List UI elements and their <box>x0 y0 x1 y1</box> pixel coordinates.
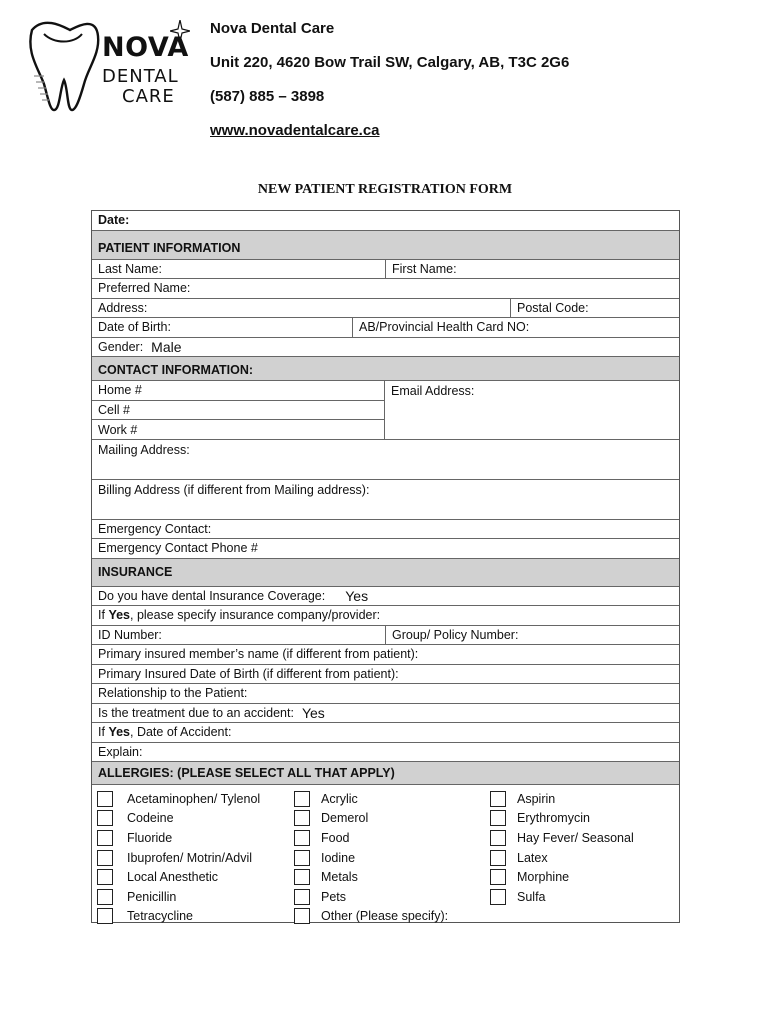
preferred-name-field[interactable] <box>92 279 679 299</box>
coverage-label: Do you have dental Insurance Coverage: <box>98 588 326 603</box>
member-name-label: Primary insured member’s name (if different from patient): <box>98 647 419 662</box>
checkbox[interactable] <box>490 869 506 885</box>
allergy-item[interactable] <box>490 867 634 887</box>
allergy-label: Fluoride <box>127 830 173 845</box>
allergy-item[interactable] <box>490 828 634 848</box>
allergy-label: Hay Fever/ Seasonal <box>517 830 634 845</box>
checkbox[interactable] <box>97 791 113 807</box>
checkbox[interactable] <box>490 830 506 846</box>
emergency-contact-field[interactable] <box>92 520 679 540</box>
date-label: Date: <box>98 213 130 228</box>
accident-value: Yes <box>301 704 325 721</box>
provider-if: If <box>98 608 105 623</box>
allergy-label: Sulfa <box>517 889 546 904</box>
clinic-website-link[interactable]: www.novadentalcare.ca <box>210 122 380 139</box>
allergy-label: Local Anesthetic <box>127 870 219 885</box>
checkbox[interactable] <box>97 908 113 924</box>
allergy-item[interactable] <box>490 809 634 829</box>
clinic-address: Unit 220, 4620 Bow Trail SW, Calgary, AB, T3C 2G6 <box>210 54 570 71</box>
checkbox[interactable] <box>97 850 113 866</box>
allergy-item[interactable] <box>294 828 448 848</box>
allergy-label: Ibuprofen/ Motrin/Advil <box>127 850 253 865</box>
coverage-value: Yes <box>345 587 369 604</box>
section-header-contact: CONTACT INFORMATION: <box>92 357 679 381</box>
home-phone-field[interactable]: Home # <box>92 381 384 401</box>
first-name-field[interactable]: First Name: <box>385 260 457 279</box>
accident-date-if: If <box>98 725 105 740</box>
checkbox[interactable] <box>490 810 506 826</box>
id-row <box>92 626 679 646</box>
member-dob-field[interactable] <box>92 665 679 685</box>
mailing-address-label: Mailing Address: <box>98 442 190 457</box>
date-field[interactable] <box>92 211 679 231</box>
work-phone-field[interactable]: Work # <box>98 422 138 437</box>
phone-fields <box>92 381 385 439</box>
allergy-label: Food <box>321 830 350 845</box>
tooth-icon <box>22 18 102 118</box>
address-field[interactable]: Address: <box>98 300 148 315</box>
dob-field[interactable]: Date of Birth: <box>98 320 171 335</box>
allergy-item[interactable] <box>97 867 260 887</box>
phone-email-block <box>92 381 679 440</box>
explain-label: Explain: <box>98 744 143 759</box>
allergy-label: Latex <box>517 850 548 865</box>
section-header-patient: PATIENT INFORMATION <box>92 231 679 260</box>
provider-label: , please specify insurance company/provider: <box>130 608 381 623</box>
clinic-info <box>210 20 569 156</box>
accident-date-label: , Date of Accident: <box>130 725 232 740</box>
allergy-item[interactable] <box>294 789 448 809</box>
registration-form <box>91 210 680 923</box>
allergy-label: Demerol <box>321 811 369 826</box>
allergy-item[interactable] <box>490 887 634 907</box>
cell-phone-field[interactable]: Cell # <box>92 401 384 421</box>
allergy-item[interactable] <box>490 848 634 868</box>
relationship-label: Relationship to the Patient: <box>98 686 248 701</box>
allergy-label: Codeine <box>127 811 174 826</box>
emergency-phone-label: Emergency Contact Phone # <box>98 541 258 556</box>
address-row <box>92 299 679 319</box>
allergy-label: Morphine <box>517 870 570 885</box>
logo-word-nova: NOVA <box>102 32 189 63</box>
member-dob-label: Primary Insured Date of Birth (if different from patient): <box>98 666 399 681</box>
checkbox[interactable] <box>294 908 310 924</box>
gender-label: Gender: <box>98 339 144 354</box>
last-name-field[interactable]: Last Name: <box>98 261 162 276</box>
allergy-label: Metals <box>321 870 358 885</box>
accident-date-yes: Yes <box>108 725 130 740</box>
allergy-column-2 <box>294 789 448 926</box>
allergy-item[interactable] <box>97 828 260 848</box>
checkbox[interactable] <box>97 810 113 826</box>
allergy-item[interactable] <box>294 848 448 868</box>
gender-value: Male <box>151 338 182 355</box>
preferred-name-label: Preferred Name: <box>98 281 191 296</box>
billing-address-field[interactable] <box>92 480 679 520</box>
group-policy-field[interactable]: Group/ Policy Number: <box>385 626 518 645</box>
checkbox[interactable] <box>490 791 506 807</box>
emergency-phone-field[interactable] <box>92 539 679 559</box>
accident-field[interactable] <box>92 704 679 724</box>
allergies-checklist <box>92 785 679 922</box>
checkbox[interactable] <box>294 830 310 846</box>
allergy-label: Other (Please specify): <box>321 909 449 924</box>
allergy-label: Aspirin <box>517 791 556 806</box>
allergy-column-3 <box>490 789 634 907</box>
checkbox[interactable] <box>97 830 113 846</box>
checkbox[interactable] <box>294 810 310 826</box>
allergy-item[interactable] <box>294 809 448 829</box>
checkbox[interactable] <box>294 889 310 905</box>
allergy-label: Acetaminophen/ Tylenol <box>127 791 261 806</box>
allergy-label: Acrylic <box>321 791 358 806</box>
clinic-logo <box>22 18 192 118</box>
allergy-item[interactable] <box>490 789 634 809</box>
allergy-label: Erythromycin <box>517 811 590 826</box>
logo-word-care: CARE <box>122 86 175 107</box>
allergy-item[interactable] <box>97 887 260 907</box>
allergy-label: Tetracycline <box>127 909 193 924</box>
checkbox[interactable] <box>294 791 310 807</box>
explain-field[interactable] <box>92 743 679 763</box>
mailing-address-field[interactable] <box>92 440 679 480</box>
allergy-item[interactable] <box>294 867 448 887</box>
allergy-label: Iodine <box>321 850 356 865</box>
member-name-field[interactable] <box>92 645 679 665</box>
billing-address-label: Billing Address (if different from Mailing address): <box>98 482 370 497</box>
allergy-item[interactable] <box>97 907 260 927</box>
allergy-label: Pets <box>321 889 347 904</box>
checkbox[interactable] <box>294 850 310 866</box>
allergy-item[interactable] <box>97 848 260 868</box>
checkbox[interactable] <box>97 869 113 885</box>
allergy-item[interactable] <box>294 907 448 927</box>
gender-field[interactable] <box>92 338 679 358</box>
name-row <box>92 260 679 280</box>
logo-word-dental: DENTAL <box>102 66 179 87</box>
provider-field[interactable] <box>92 606 679 626</box>
email-field[interactable]: Email Address: <box>391 384 475 398</box>
dob-row <box>92 318 679 338</box>
id-number-field[interactable]: ID Number: <box>98 627 162 642</box>
allergy-item[interactable] <box>294 887 448 907</box>
checkbox[interactable] <box>97 889 113 905</box>
postal-code-field[interactable]: Postal Code: <box>510 299 589 318</box>
section-header-allergies: ALLERGIES: (PLEASE SELECT ALL THAT APPLY) <box>92 762 679 785</box>
form-title: NEW PATIENT REGISTRATION FORM <box>257 182 513 197</box>
accident-label: Is the treatment due to an accident: <box>98 705 294 720</box>
provider-yes: Yes <box>108 608 130 623</box>
accident-date-field[interactable] <box>92 723 679 743</box>
allergy-column-1 <box>97 789 260 926</box>
allergy-item[interactable] <box>97 809 260 829</box>
checkbox[interactable] <box>294 869 310 885</box>
section-header-insurance: INSURANCE <box>92 559 679 587</box>
emergency-contact-label: Emergency Contact: <box>98 521 212 536</box>
relationship-field[interactable] <box>92 684 679 704</box>
clinic-name: Nova Dental Care <box>210 20 335 37</box>
health-card-field[interactable]: AB/Provincial Health Card NO: <box>352 318 529 337</box>
checkbox[interactable] <box>490 889 506 905</box>
checkbox[interactable] <box>490 850 506 866</box>
coverage-field[interactable] <box>92 587 679 607</box>
allergy-item[interactable] <box>97 789 260 809</box>
allergy-label: Penicillin <box>127 889 177 904</box>
clinic-phone: (587) 885 – 3898 <box>210 88 325 105</box>
